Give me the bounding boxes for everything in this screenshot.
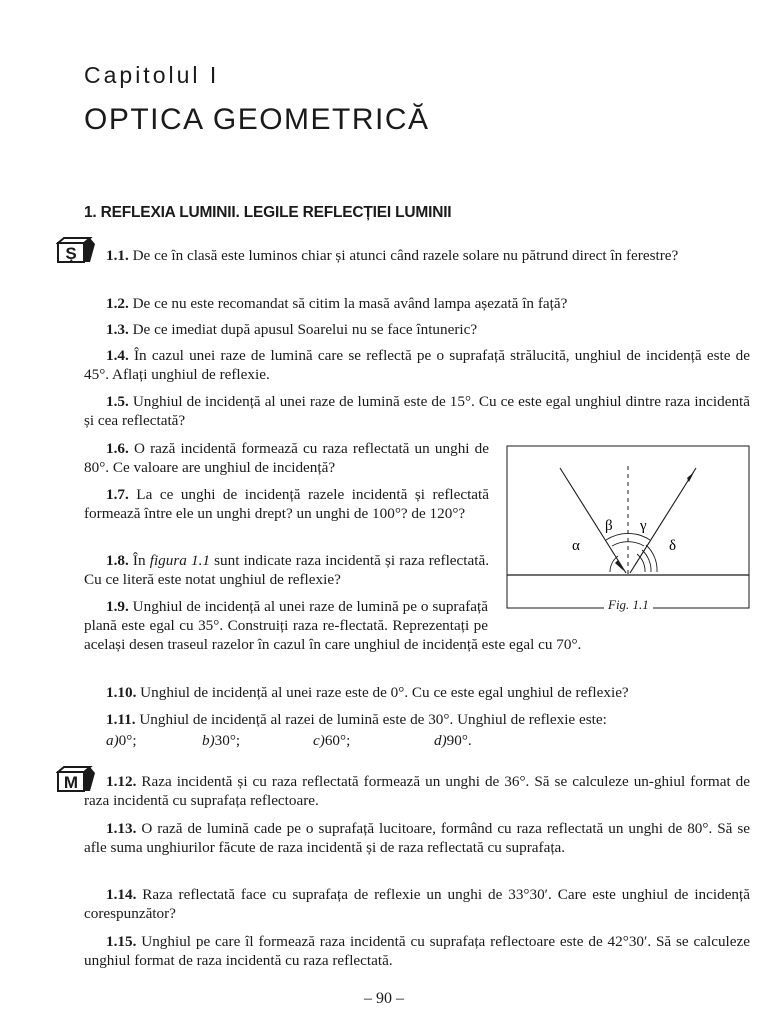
option-a: a) 0°; [106,732,137,749]
figure-caption: Fig. 1.1 [604,597,653,613]
option-d: d) 90°. [434,732,472,749]
problem-1-9: 1.9. Unghiul de incidență al unei raze de lumină pe o suprafață plană este egal cu 35°. Construiți raza re-flectată. Reprezentați pe același desen traseul razelor în cazul în care unghiul de incidență este egal cu 70°. [84,598,582,653]
figure-frame [507,446,749,608]
figure-1-1 [506,444,750,612]
option-c: c) 60°; [313,732,351,749]
arc-delta [637,554,645,572]
problem-1-12: 1.12. Raza incidentă și cu raza reflectată formează un unghi de 36°. Să se calculeze un-ghiul format de raza incidentă cu suprafața reflectoare. [84,773,750,809]
problem-1-3: 1.3. De ce imediat după apusul Soarelui nu se face întuneric? [106,321,478,338]
page-number: – 90 – [364,990,404,1007]
figure-reference: figura 1.1 [149,552,210,569]
problem-1-4: 1.4. În cazul unei raze de lumină care se reflectă pe o suprafață strălucită, unghiul de incidență este de 45°. Aflați unghiul de reflexie. [84,347,750,383]
label-gamma: γ [640,518,647,534]
problem-1-5: 1.5. Unghiul de incidență al unei raze de lumină este de 15°. Cu ce este egal unghiul dintre raza incidentă și cea reflectată? [84,393,750,429]
problem-1-1: 1.1. De ce în clasă este luminos chiar și atunci când razele solare nu pătrund direct în ferestre? [106,247,679,264]
problem-1-8: 1.8. În figura 1.1 sunt indicate raza incidentă și raza reflectată. Cu ce literă este notat unghiul de reflexie? [84,552,489,588]
problem-1-7: 1.7. La ce unghi de incidență razele incidentă și reflectată formează între ele un unghi drept? un unghi de 100°? de 120°? [84,486,489,522]
problem-1-10: 1.10. Unghiul de incidență al unei raze este de 0°. Cu ce este egal unghiul de reflexie? [106,684,629,701]
label-delta: δ [669,538,677,554]
s-badge-letter: Ș [65,244,77,263]
chapter-label: Capitolul I [84,62,220,88]
label-beta: β [605,518,613,534]
m-badge-letter: M [63,773,79,792]
label-alpha: α [572,538,580,554]
problem-1-15: 1.15. Unghiul pe care îl formează raza incidentă cu suprafața reflectoare este de 42°30′. Să se calculeze unghiul format de raza incidentă cu raza reflectată. [84,933,750,969]
chapter-title: OPTICA GEOMETRICĂ [84,103,430,136]
problem-1-2: 1.2. De ce nu este recomandat să citim la masă având lampa așezată în față? [106,295,568,312]
problem-1-6: 1.6. O rază incidentă formează cu raza reflectată un unghi de 80°. Ce valoare are unghiul de incidență? [84,440,489,476]
section-heading: 1. REFLEXIA LUMINII. LEGILE REFLECȚIEI LUMINII [84,204,452,221]
problem-1-13: 1.13. O rază de lumină cade pe o suprafață lucitoare, formând cu raza reflectată un unghi de 80°. Să se afle suma unghiurilor făcute de raza incidentă și de raza reflectată cu suprafața. [84,820,750,856]
option-b: b) 30°; [202,732,241,749]
problem-1-14: 1.14. Raza reflectată face cu suprafața de reflexie un unghi de 33°30′. Care este unghiul de incidență corespunzător? [84,886,750,922]
problem-1-11: 1.11. Unghiul de incidență al razei de lumină este de 30°. Unghiul de reflexie este: [106,711,607,728]
